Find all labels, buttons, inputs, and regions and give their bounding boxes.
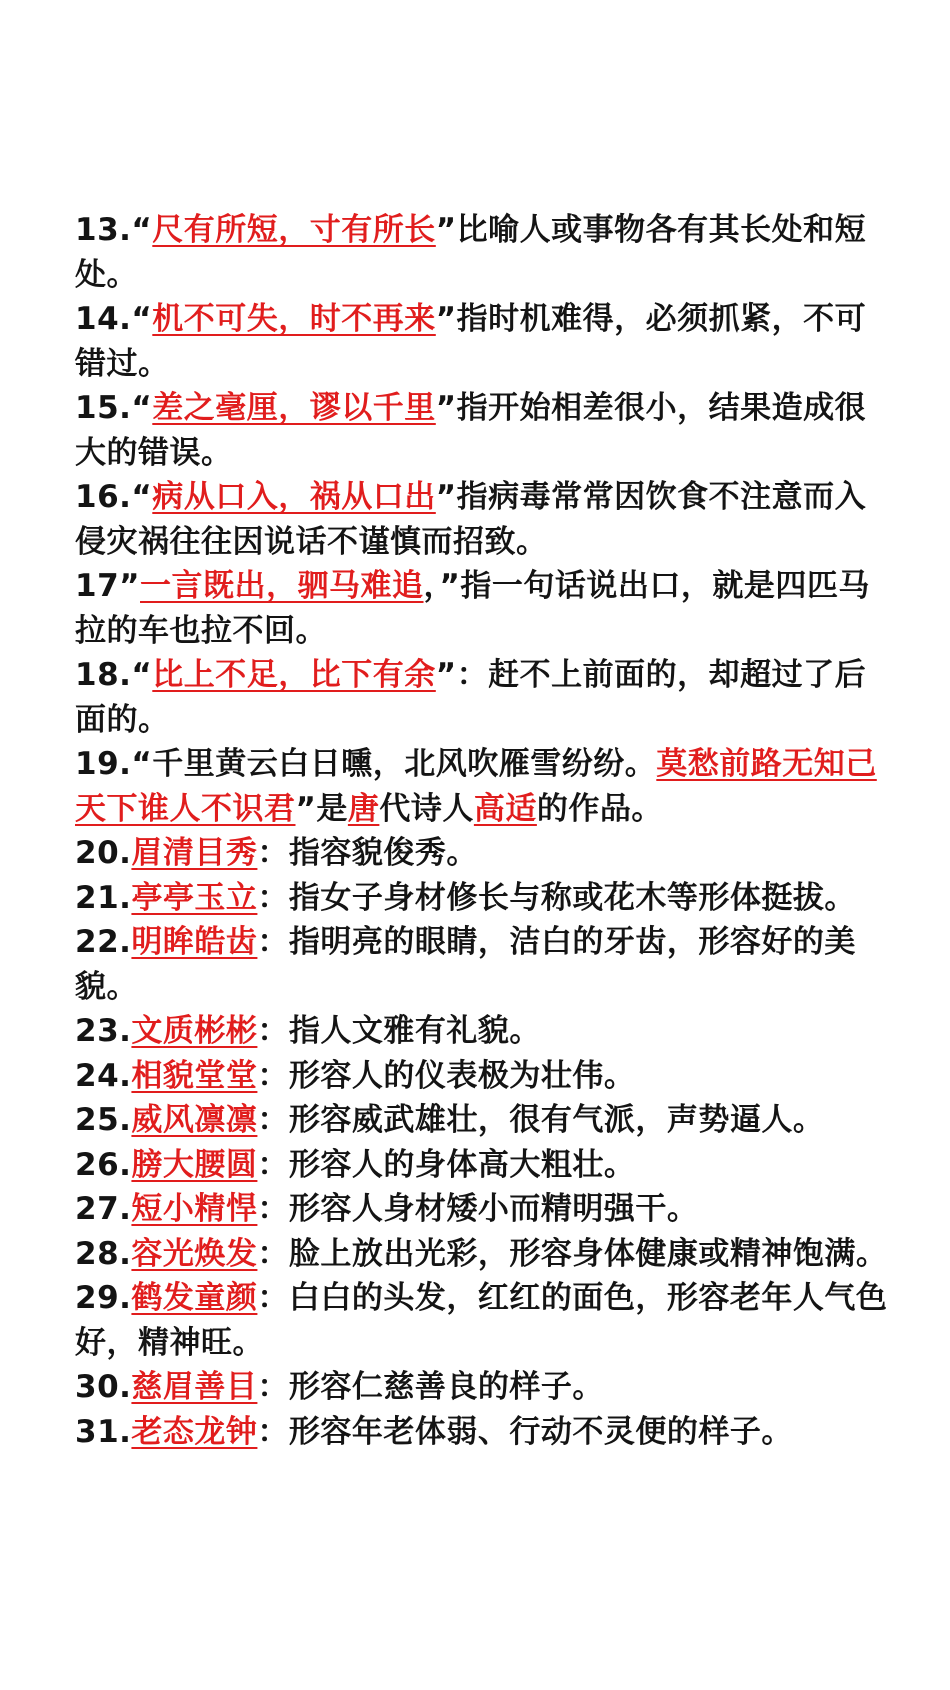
idiom-entry [75,297,895,386]
highlighted-phrase: 机不可失，时不再来 [152,301,436,337]
entry-text: 25. [75,1102,132,1138]
highlighted-phrase: 差之毫厘，谬以千里 [152,390,436,426]
idiom-entry [75,1098,895,1143]
entry-text: 30. [75,1369,132,1405]
highlighted-phrase: 老态龙钟 [131,1413,258,1450]
idiom-entry [75,831,895,876]
entry-text: 13.“ [75,212,153,248]
entry-text: 17” [75,568,141,604]
highlighted-phrase: 亭亭玉立 [131,879,258,916]
highlighted-phrase: 慈眉善目 [131,1369,258,1405]
entry-text: 26. [75,1146,132,1183]
entry-text: ”指时机难得，必须抓紧，不可错过。 [75,301,867,382]
entry-text: 31. [75,1413,132,1450]
entry-text: 29. [75,1280,132,1316]
entry-text: ：形容人身材矮小而精明强干。 [257,1191,699,1227]
entry-text: ：指女子身材修长与称或花木等形体挺拔。 [257,879,856,916]
entry-text: 代诗人 [379,790,474,827]
highlighted-phrase: 容光焕发 [131,1235,258,1272]
highlighted-phrase: 威风凛凛 [131,1102,258,1138]
idiom-entry [75,1009,895,1054]
highlighted-phrase: 膀大腰圆 [131,1146,258,1183]
entry-text: 23. [75,1013,132,1049]
idiom-entry [75,1187,895,1232]
idiom-entry [75,742,895,831]
entry-text: 20. [75,835,132,871]
idiom-entry [75,386,895,475]
highlighted-phrase: 莫愁前路无知己天下谁人不识君 [75,746,877,827]
highlighted-phrase: 短小精悍 [131,1191,258,1227]
highlighted-phrase: 病从口入，祸从口出 [152,479,436,515]
idiom-entry [75,653,895,742]
idiom-entry [75,920,895,1009]
entry-text: 27. [75,1191,132,1227]
idiom-entry [75,1410,895,1455]
entry-text: ：指人文雅有礼貌。 [257,1013,541,1049]
idiom-entry [75,1054,895,1099]
entry-text: ：指容貌俊秀。 [257,835,478,871]
highlighted-phrase: 文质彬彬 [131,1013,258,1049]
idiom-entry [75,1143,895,1188]
entry-text: ，”指一句话说出口，就是四匹马拉的车也拉不回。 [75,568,870,649]
idiom-entry [75,564,895,653]
highlighted-phrase: 明眸皓齿 [131,924,258,960]
entry-text: ：形容仁慈善良的样子。 [257,1369,604,1405]
idiom-entry [75,475,895,564]
entry-text: ：脸上放出光彩，形容身体健康或精神饱满。 [257,1235,888,1272]
highlighted-phrase: 尺有所短，寸有所长 [152,212,436,248]
entry-text: ：指明亮的眼睛，洁白的牙齿，形容好的美貌。 [75,924,856,1005]
idiom-entry [75,208,895,297]
entry-text: ”是 [295,790,348,827]
highlighted-phrase: 眉清目秀 [131,835,258,871]
entry-text: ”：赶不上前面的，却超过了后面的。 [75,657,867,738]
entry-text: 21. [75,879,132,916]
entry-text: ：形容人的身体高大粗壮。 [257,1146,636,1183]
entry-text: 15.“ [75,390,153,426]
entry-text: 18.“ [75,657,153,693]
highlighted-phrase: 高适 [473,790,537,827]
highlighted-phrase: 一言既出，驷马难追 [140,568,424,604]
entry-text: ”指开始相差很小，结果造成很大的错误。 [75,390,867,471]
idiom-entry [75,1232,895,1277]
entry-text: 19.“千里黄云白日曛，北风吹雁雪纷纷。 [75,746,657,782]
entry-text: ：形容年老体弱、行动不灵便的样子。 [257,1413,793,1450]
entry-text: ：白白的头发，红红的面色，形容老年人气色好，精神旺。 [75,1280,888,1361]
entry-text: 28. [75,1235,132,1272]
entry-text: ：形容人的仪表极为壮伟。 [257,1057,636,1094]
entry-text: ：形容威武雄壮，很有气派，声势逼人。 [257,1102,825,1138]
entry-text: 14.“ [75,301,153,337]
entry-text: 24. [75,1057,132,1094]
entry-text: ”比喻人或事物各有其长处和短处。 [75,212,867,293]
highlighted-phrase: 鹤发童颜 [131,1280,258,1316]
entry-text: 16.“ [75,479,153,515]
idiom-list [75,208,895,1454]
idiom-entry [75,876,895,921]
entry-text: 的作品。 [536,790,663,827]
entry-text: 22. [75,924,132,960]
highlighted-phrase: 相貌堂堂 [131,1057,258,1094]
idiom-entry [75,1276,895,1365]
highlighted-phrase: 唐 [347,790,380,827]
entry-text: ”指病毒常常因饮食不注意而入侵灾祸往往因说话不谨慎而招致。 [75,479,867,560]
highlighted-phrase: 比上不足，比下有余 [152,657,436,693]
idiom-entry [75,1365,895,1410]
